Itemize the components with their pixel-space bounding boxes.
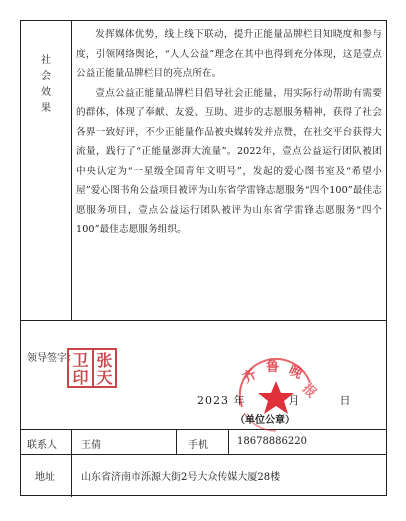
phone-label: 手机: [188, 440, 208, 451]
contact-name: 王倩: [81, 440, 101, 451]
stamp-char: 印: [72, 368, 89, 387]
col-divider-impact: [71, 21, 72, 320]
svg-text:鲁: 鲁: [266, 360, 280, 375]
col-divider-phone-value: [228, 429, 229, 454]
row-divider-leader: [21, 429, 386, 430]
unit-seal-note: （单位公章）: [235, 415, 295, 426]
label-char: 果: [41, 103, 51, 114]
social-impact-content: [76, 25, 382, 240]
svg-text:晚: 晚: [286, 363, 305, 383]
signature-date: [197, 392, 352, 408]
label-char: 会: [41, 71, 51, 82]
address-value: 山东省济南市泺源大街2号大众传媒大厦28楼: [81, 472, 281, 483]
impact-paragraph-2: 壹点公益正能量品牌栏目倡导社会正能量，用实际行动帮助有需要的群体，体现了奉献、友爱、互助、进步的志愿服务精神，获得了社会各界一致好评，不少正能量作品被央媒转发并点赞，在社交平台获得大流量，践行了“正能量澎湃大流量”。2022年，壹点公益运行团队被团中央认定为“一星级全国青年文明号”，发起的爱心图书室及“希望小屋”爱心图书角公益项目被评为山东省学雷锋志愿服务“四个100”最佳志愿服务项目，壹点公益运行团队被评为山东省学雷锋志愿服务“四个100”最佳志愿服务组织。: [76, 87, 382, 235]
svg-text:报: 报: [299, 381, 319, 402]
date-month-suffix: 月: [288, 394, 301, 407]
date-year: 2023: [197, 394, 229, 407]
label-char: 效: [41, 87, 51, 98]
stamp-char: 卫: [72, 351, 89, 370]
col-divider-bottom: [71, 429, 72, 497]
date-year-suffix: 年: [233, 394, 246, 407]
social-impact-label: [21, 53, 71, 117]
stamp-char: 天: [96, 368, 113, 387]
impact-paragraph-1: 发挥媒体优势，线上线下联动，提升正能量品牌栏目知晓度和参与度，引领网络舆论，“人人公益”理念在其中也得到充分体现，这是壹点公益正能量品牌栏目的亮点所在。: [76, 29, 382, 79]
svg-text:齐: 齐: [240, 366, 260, 387]
row-divider-impact: [21, 320, 386, 321]
leader-signature-label: 领导签字：: [27, 353, 77, 364]
row-divider-contact: [21, 454, 386, 455]
col-divider-phone-label: [176, 429, 177, 454]
personal-seal-stamp: [67, 348, 117, 388]
stamp-char: 张: [96, 351, 113, 370]
address-label: 地址: [35, 472, 55, 483]
contact-label: 联系人: [27, 440, 57, 451]
date-day-suffix: 日: [339, 394, 352, 407]
form-table: [20, 20, 387, 496]
label-char: 社: [41, 55, 51, 66]
phone-number: 18678886220: [237, 436, 307, 447]
